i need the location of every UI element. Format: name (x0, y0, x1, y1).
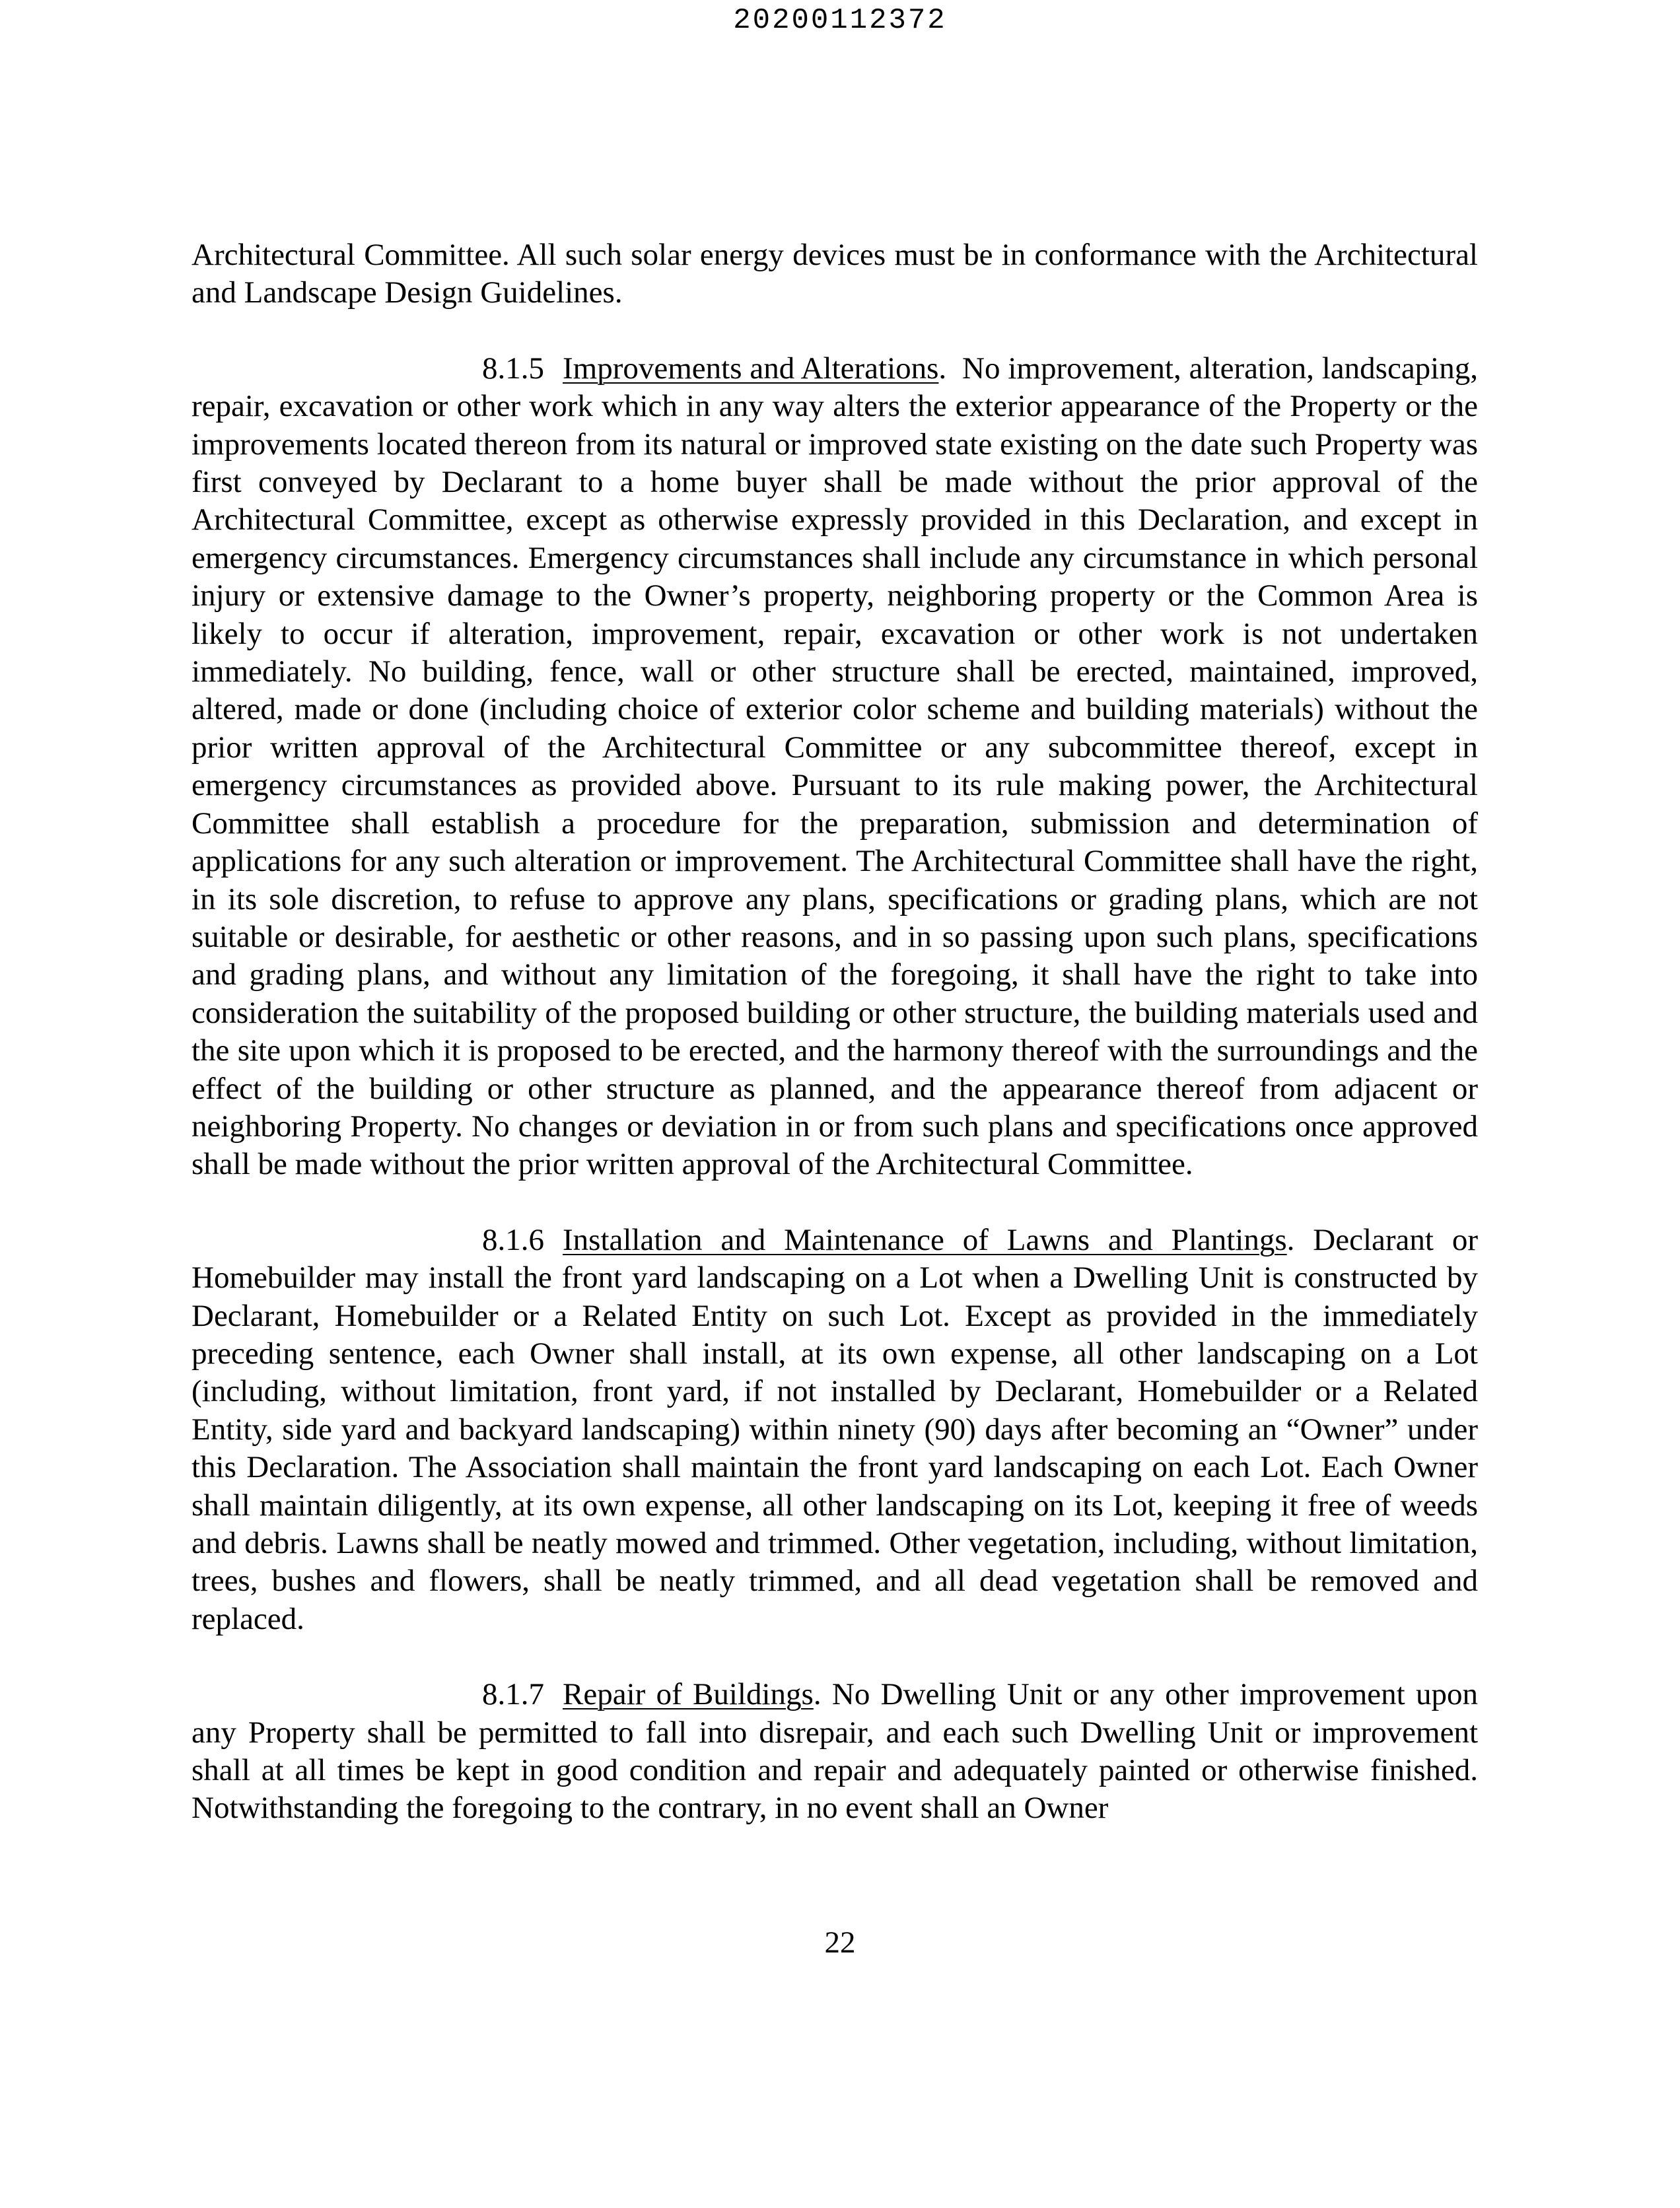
paragraph-continuation (192, 236, 1478, 312)
section-8-1-7: 8.1.7 Repair of Buildings. No Dwelling Unit or any other improvement upon any Property shall be permitted to fall into disrepair, and each such Dwelling Unit or improvement shall at all times be kept in good condition and repair and adequately painted or otherwise finished. Notwithstanding the foregoing to the contrary, in no event shall an Owner (192, 1677, 1479, 1826)
document-body (192, 236, 1478, 1828)
section-8-1-5: 8.1.5 Improvements and Alterations. No improvement, alteration, landscaping, repair, excavation or other work which in any way alters the exterior appearance of the Property or the improvements located thereon from its natural or improved state existing on the date such Property was first conveyed by Declarant to a home buyer shall be made without the prior approval of the Architectural Committee, except as otherwise expressly provided in this Declaration, and except in emergency circumstances. Emergency circumstances shall include any circumstance in which personal injury or extensive damage to the Owner’s property, neighboring property or the Common Area is likely to occur if alteration, improvement, repair, excavation or other work is not undertaken immediately. No building, fence, wall or other structure shall be erected, maintained, improved, altered, made or done (including choice of exterior color scheme and building materials) without the prior written approval of the Architectural Committee or any subcommittee thereof, except in emergency circumstances as provided above. Pursuant to its rule making power, the Architectural Committee shall establish a procedure for the preparation, submission and determination of applications for any such alteration or improvement. The Architectural Committee shall have the right, in its sole discretion, to refuse to approve any plans, specifications or grading plans, which are not suitable or desirable, for aesthetic or other reasons, and in so passing upon such plans, specifications and grading plans, and without any limitation of the foregoing, it shall have the right to take into consideration the suitability of the proposed building or other structure, the building materials used and the site upon which it is proposed to be erected, and the harmony thereof with the surroundings and the effect of the building or other structure as planned, and the appearance thereof from adjacent or neighboring Property. No changes or deviation in or from such plans and specifications once approved shall be made without the prior written approval of the Architectural Committee. (192, 351, 1478, 1182)
paragraph-text: Architectural Committee. All such solar energy devices must be in conformance with the Architectural and Landscape Design Guidelines. (192, 238, 1478, 310)
section-text: No improvement, alteration, landscaping, repair, excavation or other work which in any way alters the exterior appearance of the Property or the improvements located thereon from its natural or improved state existing on the date such Property was first conveyed by Declarant to a home buyer shall be made without the prior approval of the Architectural Committee, except as otherwise expressly provided in this Declaration, and except in emergency circumstances. Emergency circumstances shall include any circumstance in which personal injury or extensive damage to the Owner’s property, neighboring property or the Common Area is likely to occur if alteration, improvement, repair, excavation or other work is not undertaken immediately. No building, fence, wall or other structure shall be erected, maintained, improved, altered, made or done (including choice of exterior color scheme and building materials) without the prior written approval of the Architectural Committee or any subcommittee thereof, except in emergency circumstances as provided above. Pursuant to its rule making power, the Architectural Committee shall establish a procedure for the preparation, submission and determination of applications for any such alteration or improvement. The Architectural Committee shall have the right, in its sole discretion, to refuse to approve any plans, specifications or grading plans, which are not suitable or desirable, for aesthetic or other reasons, and in so passing upon such plans, specifications and grading plans, and without any limitation of the foregoing, it shall have the right to take into consideration the suitability of the proposed building or other structure, the building materials used and the site upon which it is proposed to be erected, and the harmony thereof with the surroundings and the effect of the building or other structure as planned, and the appearance thereof from adjacent or neighboring Property. No changes or deviation in or from such plans and specifications once approved shall be made without the prior written approval of the Architectural Committee. (192, 351, 1478, 1182)
section-heading: Improvements and Alterations (563, 351, 939, 386)
section-number: 8.1.6 (482, 1222, 544, 1257)
section-number: 8.1.7 (482, 1677, 544, 1712)
document-number: 20200112372 (733, 4, 947, 37)
section-text: No Dwelling Unit or any other improvement upon any Property shall be permitted to fall into disrepair, and each such Dwelling Unit or improvement shall at all times be kept in good condition and repair and adequately painted or otherwise finished. Notwithstanding the foregoing to the contrary, in no event shall an Owner (192, 1677, 1479, 1826)
section-text: Declarant or Homebuilder may install the front yard landscaping on a Lot when a Dwelling Unit is constructed by Declarant, Homebuilder or a Related Entity on such Lot. Except as provided in the immediately preceding sentence, each Owner shall install, at its own expense, all other landscaping on a Lot (including, without limitation, front yard, if not installed by Declarant, Homebuilder or a Related Entity, side yard and backyard landscaping) within ninety (90) days after becoming an “Owner” under this Declaration. The Association shall maintain the front yard landscaping on each Lot. Each Owner shall maintain diligently, at its own expense, all other landscaping on its Lot, keeping it free of weeds and debris. Lawns shall be neatly mowed and trimmed. Other vegetation, including, without limitation, trees, bushes and flowers, shall be neatly trimmed, and all dead vegetation shall be removed and replaced. (192, 1222, 1478, 1636)
section-heading: Installation and Maintenance of Lawns and Plantings (563, 1222, 1287, 1257)
page-number: 22 (824, 1925, 856, 1960)
section-8-1-6: 8.1.6 Installation and Maintenance of Lawns and Plantings. Declarant or Homebuilder may install the front yard landscaping on a Lot when a Dwelling Unit is constructed by Declarant, Homebuilder or a Related Entity on such Lot. Except as provided in the immediately preceding sentence, each Owner shall install, at its own expense, all other landscaping on a Lot (including, without limitation, front yard, if not installed by Declarant, Homebuilder or a Related Entity, side yard and backyard landscaping) within ninety (90) days after becoming an “Owner” under this Declaration. The Association shall maintain the front yard landscaping on each Lot. Each Owner shall maintain diligently, at its own expense, all other landscaping on its Lot, keeping it free of weeds and debris. Lawns shall be neatly mowed and trimmed. Other vegetation, including, without limitation, trees, bushes and flowers, shall be neatly trimmed, and all dead vegetation shall be removed and replaced. (192, 1222, 1478, 1636)
section-number: 8.1.5 (482, 351, 544, 386)
section-heading: Repair of Buildings (563, 1677, 814, 1712)
